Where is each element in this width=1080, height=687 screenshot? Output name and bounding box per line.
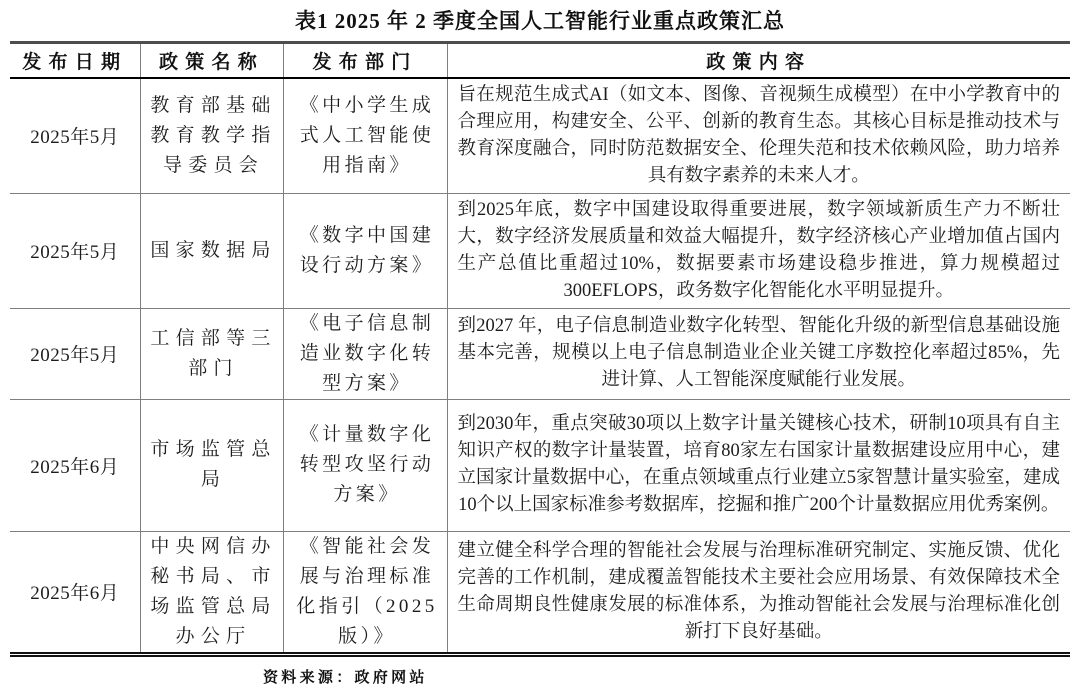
cell-policy-name: 工信部等三部门	[140, 308, 283, 399]
cell-issuing-department: 《电子信息制造业数字化转型方案》	[283, 308, 447, 399]
cell-policy-content: 到2030年，重点突破30项以上数字计量关键核心技术，研制10项具有自主知识产权的数字计量装置，培育80家左右国家计量数据建设应用中心，建立国家计量数据中心，在重点领域重点行业建立5家智慧计量实验室，建成10个以上国家标准参考数据库，挖掘和推广200个计量数据应用优秀案例。	[447, 399, 1070, 531]
table-row	[10, 308, 1070, 399]
cell-policy-content: 到2027 年，电子信息制造业数字化转型、智能化升级的新型信息基础设施基本完善，规模以上电子信息制造业企业关键工序数控化率超过85%，先进计算、人工智能深度赋能行业发展。	[447, 308, 1070, 399]
cell-publish-date: 2025年5月	[10, 193, 140, 308]
cell-policy-name: 市场监管总局	[140, 399, 283, 531]
header-policy-name: 政策名称	[140, 43, 283, 78]
cell-publish-date: 2025年5月	[10, 308, 140, 399]
cell-policy-content: 到2025年底，数字中国建设取得重要进展，数字领域新质生产力不断壮大，数字经济发展质量和效益大幅提升，数字经济核心产业增加值占国内生产总值比重超过10%，数据要素市场建设稳步推进，算力规模超过300EFLOPS，政务数字化智能化水平明显提升。	[447, 193, 1070, 308]
cell-issuing-department: 《智能社会发展与治理标准化指引（2025版）》	[283, 531, 447, 654]
cell-policy-content: 建立健全科学合理的智能社会发展与治理标准研究制定、实施反馈、优化完善的工作机制，建成覆盖智能技术主要社会应用场景、有效保障技术全生命周期良性健康发展的标准体系，为推动智能社会发展与治理标准化创新打下良好基础。	[457, 540, 1060, 642]
cell-issuing-department: 《数字中国建设行动方案》	[283, 193, 447, 308]
cell-policy-name: 中央网信办秘书局、市场监管总局办公厅	[140, 531, 283, 654]
cell-policy-name: 国家数据局	[140, 193, 283, 308]
cell-publish-date: 2025年6月	[10, 399, 140, 531]
cell-issuing-department: 《中小学生成式人工智能使用指南》	[283, 78, 447, 194]
table-title: 表1 2025 年 2 季度全国人工智能行业重点政策汇总	[295, 9, 785, 33]
header-policy-content: 政策内容	[447, 43, 1070, 78]
header-row	[10, 43, 1070, 78]
source-note: 资料来源：政府网站	[263, 669, 428, 686]
table-row	[10, 399, 1070, 531]
cell-policy-content: 旨在规范生成式AI（如文本、图像、音视频生成模型）在中小学教育中的合理应用，构建安全、公平、创新的教育生态。其核心目标是推动技术与教育深度融合，同时防范数据安全、伦理失范和技术依赖风险，助力培养具有数字素养的未来人才。	[447, 78, 1070, 194]
table-row	[10, 193, 1070, 308]
cell-publish-date: 2025年5月	[10, 78, 140, 194]
table-row	[10, 531, 1070, 654]
cell-policy-name: 教育部基础教育教学指导委员会	[140, 78, 283, 194]
header-publish-date: 发布日期	[10, 43, 140, 78]
cell-publish-date: 2025年6月	[10, 531, 140, 654]
header-issuing-department: 发布部门	[283, 43, 447, 78]
table-row	[10, 78, 1070, 194]
policy-table	[10, 41, 1070, 657]
cell-issuing-department: 《计量数字化转型攻坚行动方案》	[283, 399, 447, 531]
